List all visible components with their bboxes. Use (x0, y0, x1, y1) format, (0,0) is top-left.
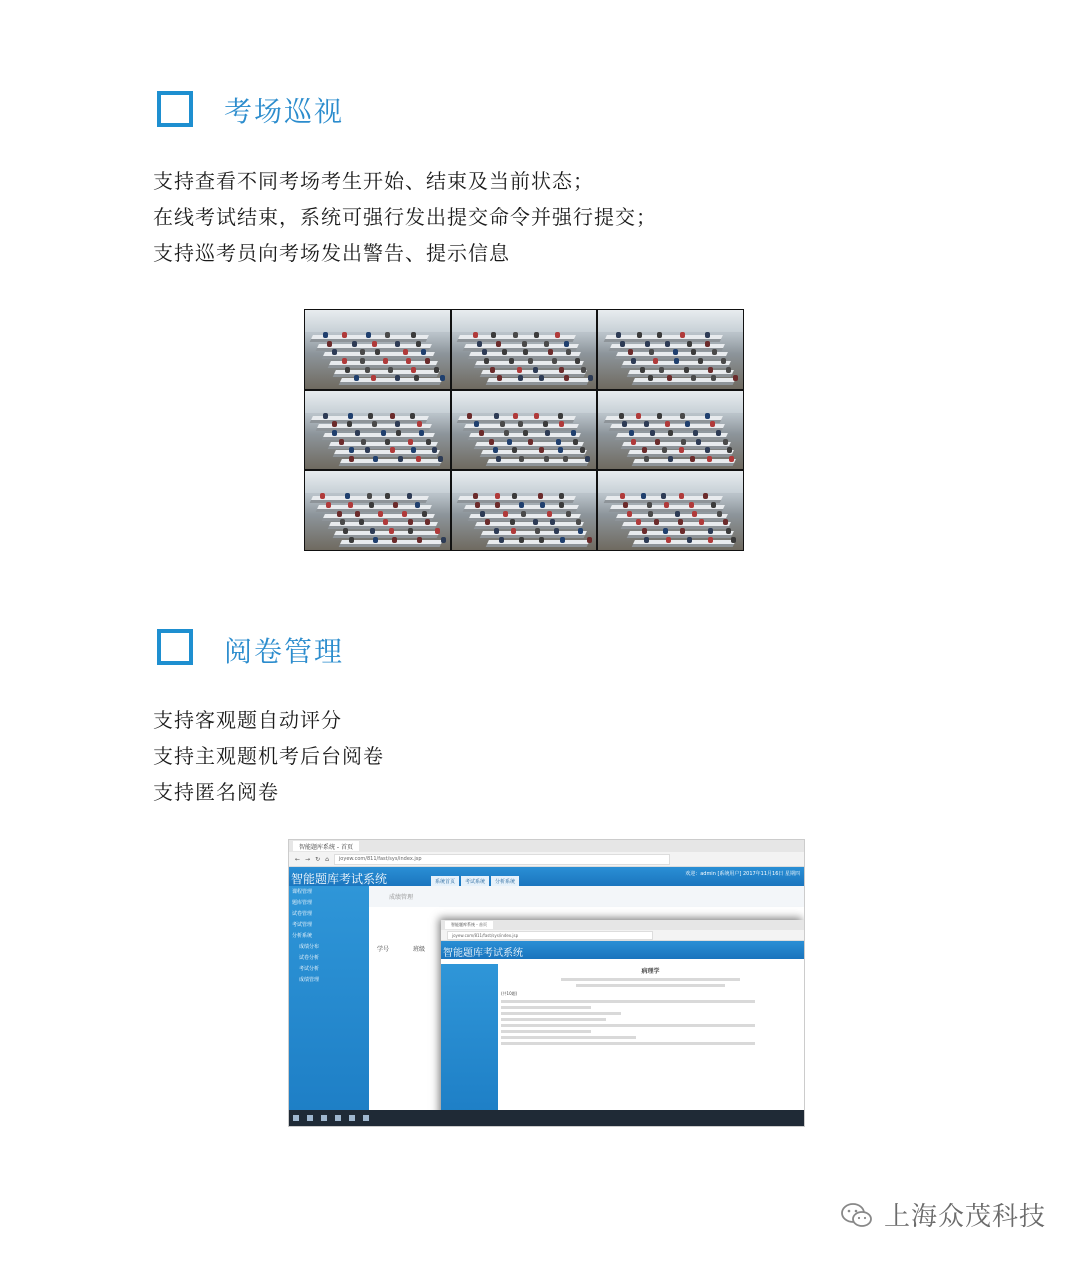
camera-feed (452, 391, 597, 470)
tab-analysis: 分析系统 (491, 876, 519, 887)
camera-feed (305, 391, 450, 470)
app-sidebar (441, 964, 498, 1114)
tab-home: 系统首页 (431, 876, 459, 887)
sidebar-item: 考试分析 (299, 966, 320, 972)
camera-feed (305, 471, 450, 550)
app-header (441, 941, 804, 959)
wechat-icon (840, 1198, 874, 1232)
brand-watermark (840, 1196, 1046, 1233)
app-title: 智能题库考试系统 (443, 948, 523, 959)
sidebar-item: 考试管理 (292, 922, 313, 928)
sidebar-item: 成绩管理 (299, 977, 320, 983)
browser-tab: 智能题库系统 - 首页 (293, 841, 359, 851)
app-header (289, 867, 804, 887)
user-info: 欢迎：admin [系统用户] 2017年11月16日 星期四 (685, 871, 800, 877)
forward-icon: → (305, 855, 311, 863)
surveillance-camera-grid (304, 309, 744, 551)
exam-system-screenshot (289, 840, 804, 1126)
description-line: 支持主观题机考后台阅卷 (153, 744, 384, 768)
taskbar (289, 1110, 804, 1126)
description-line: 支持巡考员向考场发出警告、提示信息 (153, 241, 510, 265)
back-icon: ← (295, 855, 301, 863)
camera-feed (305, 310, 450, 389)
table-header: 学号 (377, 946, 390, 953)
breadcrumb: 成绩管理 (369, 886, 804, 907)
camera-feed (598, 471, 743, 550)
camera-feed (452, 310, 597, 389)
url-field: joyew.com/811/fast/sys/index.jsp (334, 854, 670, 865)
sidebar-item: 试卷分析 (299, 955, 320, 961)
exam-paper (501, 964, 800, 1114)
section-description (153, 702, 384, 810)
sidebar-item: 分析系统 (292, 933, 313, 939)
url-field: joyew.com/811/fast/sys/index.jsp (447, 931, 653, 940)
tab-exam: 考试系统 (461, 876, 489, 887)
browser-tab: 智能题库系统 - 首页 (445, 921, 493, 929)
description-line: 在线考试结束，系统可强行发出提交命令并强行提交； (153, 205, 657, 229)
camera-feed (598, 310, 743, 389)
exam-paper-window (441, 920, 804, 1126)
app-title: 智能题库考试系统 (291, 872, 388, 886)
browser-tab-bar (289, 840, 804, 852)
browser-address-bar (289, 852, 804, 867)
sidebar-item: 题库管理 (292, 900, 313, 906)
description-line: 支持客观题自动评分 (153, 708, 342, 732)
section-square-icon (157, 629, 193, 665)
section-title: 考场巡视 (224, 95, 345, 128)
table-header: 班级 (413, 946, 426, 953)
section-title: 阅卷管理 (224, 635, 345, 668)
app-sidebar (289, 886, 369, 1110)
camera-feed (598, 391, 743, 470)
section-square-icon (157, 91, 193, 127)
camera-feed (452, 471, 597, 550)
refresh-icon: ↻ (315, 855, 321, 863)
sidebar-item: 成绩分布 (299, 944, 320, 950)
brand-name: 上海众茂科技 (884, 1202, 1047, 1232)
sidebar-item: 试卷管理 (292, 911, 313, 917)
question-count: (共10题) (501, 991, 518, 996)
home-icon: ⌂ (325, 855, 329, 863)
paper-title: 病理学 (641, 968, 660, 975)
description-line: 支持查看不同考场考生开始、结束及当前状态； (153, 169, 594, 193)
section-description (153, 163, 657, 271)
sidebar-item: 课程管理 (292, 889, 313, 895)
description-line: 支持匿名阅卷 (153, 780, 279, 804)
